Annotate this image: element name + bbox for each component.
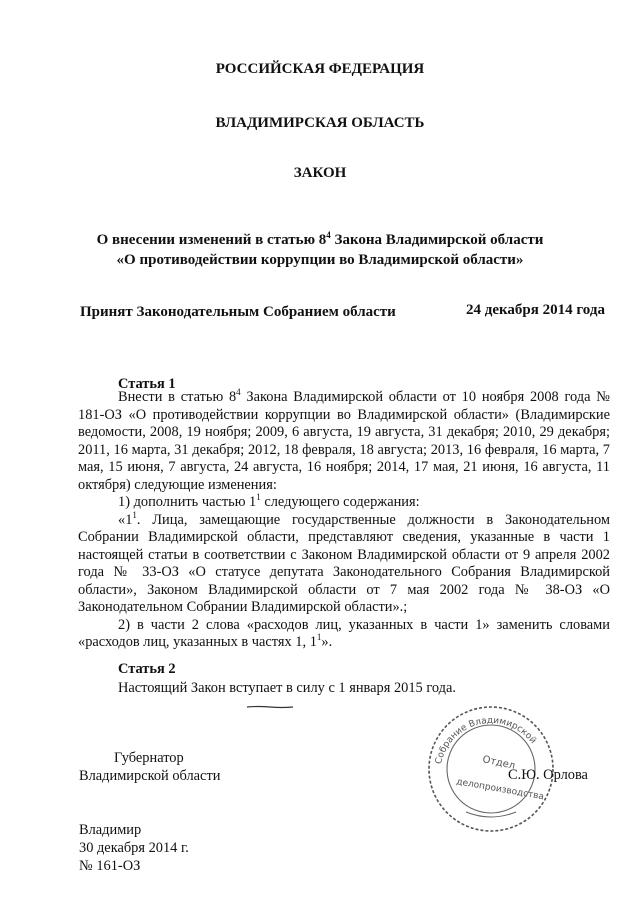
- article1-p1-post: Закона Владимирской области от 10 ноября 2008 года № 181-ОЗ «О противодействии коррупции во Владимирской области» (Владимирские ведомости, 2008, 19 ноября; 2009, 6 августа, 19 августа, 31 декабря; 2010, 29 декабря; 2011, 16 марта, 31 декабря; 2012, 18 февраля, 18 августа; 2013, 16 февраля, 16 марта, 7 мая, 15 июня, 7 августа, 24 августа, 16 ноября; 2014, 17 мая, 21 июня, 16 августа, 11 октября) следующие изменения:: [78, 389, 610, 493]
- item1-sup: 1: [256, 492, 261, 503]
- item2-post: ».: [321, 634, 333, 650]
- article1-item2: [78, 617, 610, 652]
- title-text-pre: О внесении изменений в статью 8: [96, 232, 327, 248]
- seal-inner-line1: Отдел: [481, 754, 517, 772]
- article1-paragraph: [78, 389, 610, 494]
- adoption-date: 24 декабря 2014 года: [466, 302, 605, 318]
- article1-quote: [78, 509, 610, 617]
- footer-date: 30 декабря 2014 г.: [79, 840, 189, 856]
- law-title-line2: «О противодействии коррупции во Владимирской области»: [116, 252, 524, 268]
- law-title-line1: [0, 232, 640, 249]
- document-type: ЗАКОН: [293, 165, 347, 181]
- header-federation: РОССИЙСКАЯ ФЕДЕРАЦИЯ: [215, 61, 425, 77]
- item1-post: следующего содержания:: [260, 494, 420, 510]
- item2-sup: 1: [316, 632, 322, 643]
- quote-pre: «1: [118, 511, 133, 528]
- article1-p1-sup: 4: [236, 387, 241, 398]
- item2-pre: 2) в части 2 слова «расходов лиц, указанных в части 1» заменить словами «расходов лиц, указанных в частях 1, 1: [78, 616, 610, 650]
- article1-body: [78, 389, 610, 652]
- article1-p1-pre: Внести в статью 8: [118, 389, 237, 405]
- article1-heading: Статья 1: [118, 376, 176, 392]
- article2-heading: Статья 2: [118, 661, 176, 677]
- handwritten-mark-icon: [246, 705, 294, 709]
- seal-outer-text: Собрание Владимирской: [434, 715, 538, 766]
- signatory-name: С.Ю. Орлова: [508, 767, 588, 783]
- header-region: ВЛАДИМИРСКАЯ ОБЛАСТЬ: [215, 115, 425, 131]
- quote-post: . Лица, замещающие государственные должности в Законодательном Собрании Владимирской области, представляют сведения, указанные в части 1 настоящей статьи в соответствии с Законом Владимирской области от 9 апреля 2002 года № 33-ОЗ «О статусе депутата Законодательного Собрания Владимирской области», Законом Владимирской области от 7 мая 2002 года № 38-ОЗ «О Законодательном Собрании Владимирской области».;: [78, 511, 610, 615]
- item1-pre: 1) дополнить частью 1: [118, 494, 257, 510]
- title-text-post: Закона Владимирской области: [330, 232, 544, 248]
- signatory-role-line2: Владимирской области: [79, 768, 221, 784]
- seal-inner-line2: делопроизводства: [455, 777, 545, 803]
- adoption-by: Принят Законодательным Собранием области: [80, 304, 396, 320]
- footer-number: № 161-ОЗ: [79, 858, 141, 874]
- quote-sup: 1: [132, 509, 137, 520]
- article2-text: Настоящий Закон вступает в силу с 1 января 2015 года.: [118, 680, 456, 696]
- signatory-role-line1: Губернатор: [114, 750, 184, 766]
- article1-item1: [78, 494, 610, 512]
- footer-city: Владимир: [79, 822, 142, 838]
- title-superscript: 4: [326, 230, 331, 240]
